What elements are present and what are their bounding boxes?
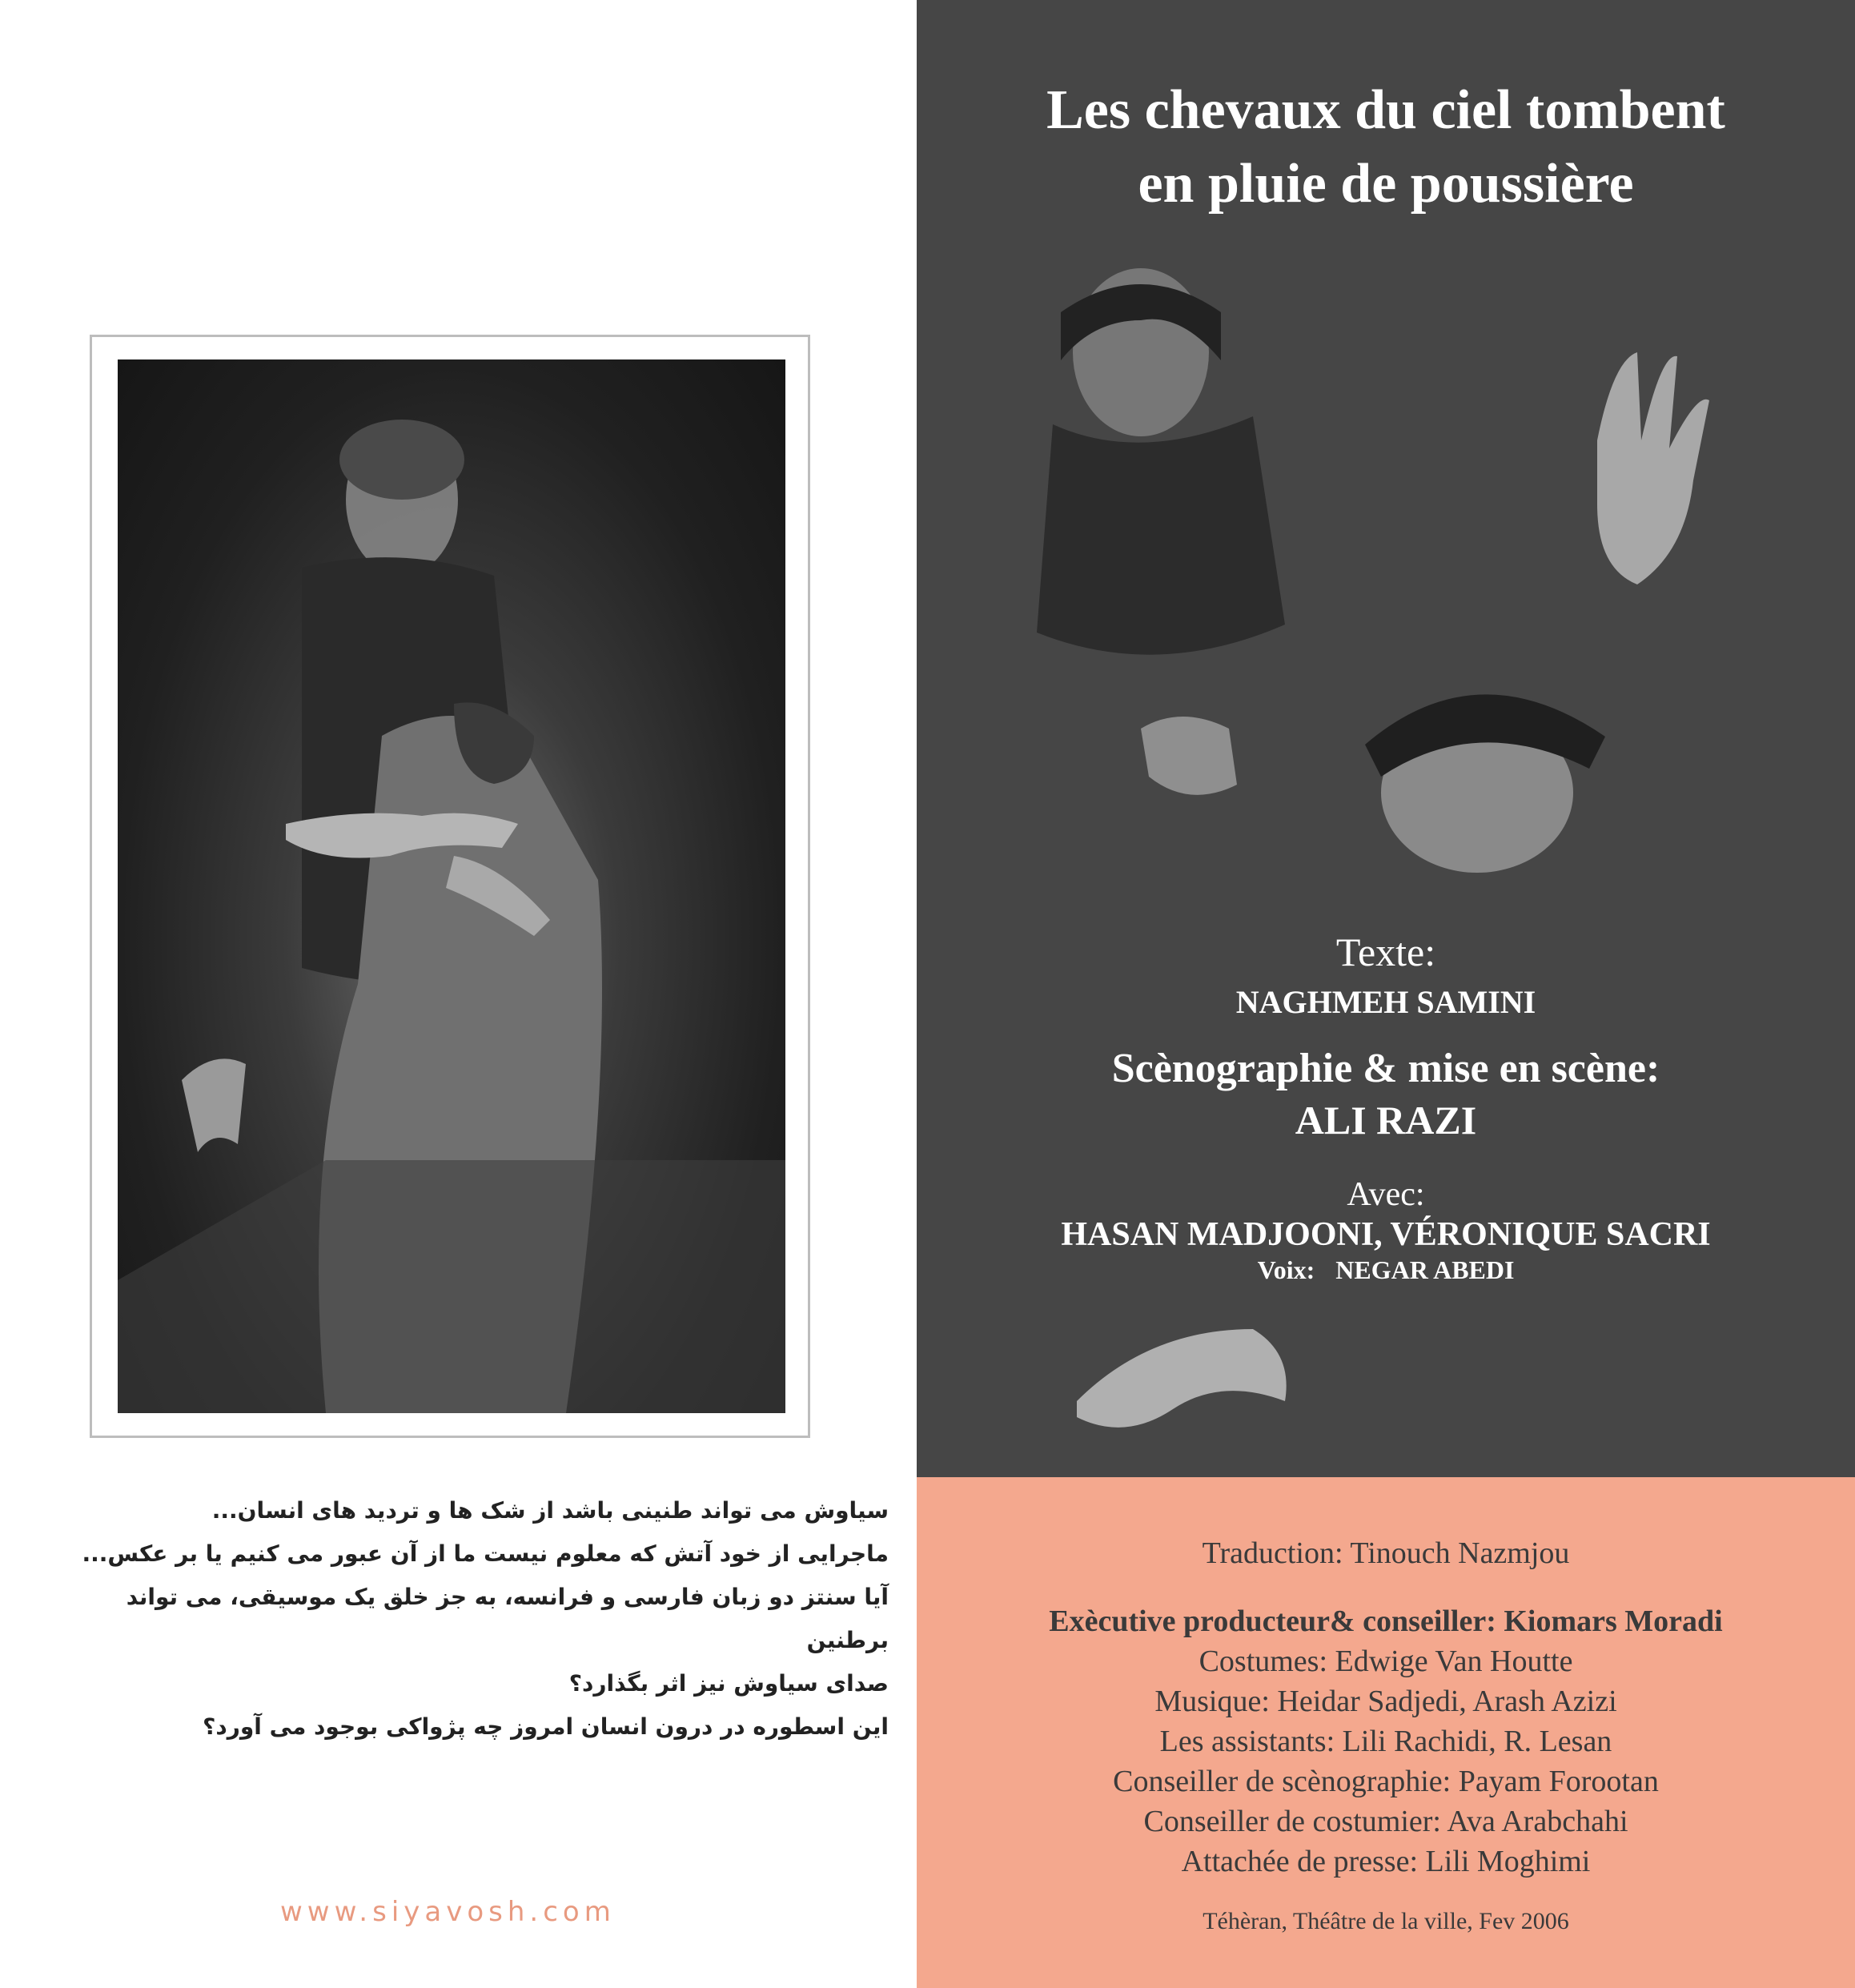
persian-line-3: آیا سنتز دو زبان فارسی و فرانسه، به جز خلق یک موسیقی، می تواند برطنین — [126, 1584, 889, 1653]
performers-photo — [118, 359, 785, 1413]
scenography-advisor-credit: Conseiller de scènographie: Payam Forootan — [1113, 1765, 1659, 1798]
performers-poster-photo — [917, 264, 1855, 1465]
voice-label: Voix: — [1257, 1255, 1315, 1284]
director-name: ALI RAZI — [1295, 1098, 1477, 1143]
music-credit: Musique: Heidar Sadjedi, Arash Azizi — [1154, 1685, 1617, 1718]
persian-description — [48, 1489, 889, 1749]
poster-dark-section — [917, 0, 1855, 1477]
play-title — [917, 74, 1855, 221]
performers-illustration — [118, 359, 785, 1413]
texte-label: Texte: — [1335, 930, 1436, 974]
right-panel — [917, 0, 1855, 1988]
venue-date: Téhèran, Théâtre de la ville, Fev 2006 — [1203, 1908, 1569, 1934]
costumes-credit: Costumes: Edwige Van Houtte — [1199, 1645, 1573, 1678]
left-panel — [0, 0, 917, 1988]
website-link[interactable]: www.siyavosh.com — [280, 1896, 616, 1928]
costume-advisor-credit: Conseiller de costumier: Ava Arabchahi — [1143, 1805, 1628, 1838]
assistants-credit: Les assistants: Lili Rachidi, R. Lesan — [1159, 1725, 1612, 1758]
texte-author: NAGHMEH SAMINI — [1235, 984, 1536, 1020]
cast-label: Avec: — [1347, 1176, 1425, 1213]
persian-line-4: صدای سیاوش نیز اثر بگذارد؟ — [568, 1670, 889, 1697]
scenography-label: Scènographie & mise en scène: — [1111, 1046, 1660, 1091]
title-line-1: Les chevaux du ciel tombent — [1046, 79, 1725, 141]
title-line-2: en pluie de poussière — [1138, 153, 1634, 215]
photo-frame — [90, 335, 810, 1438]
persian-line-5: این اسطوره در درون انسان امروز چه پژواکی بوجود می آورد؟ — [203, 1713, 889, 1740]
translation-credit: Traduction: Tinouch Nazmjou — [1202, 1536, 1570, 1570]
credits-section — [917, 1477, 1855, 1988]
persian-line-2: ماجرایی از خود آتش که معلوم نیست ما از آن عبور می کنیم یا بر عکس... — [82, 1540, 889, 1567]
cast-names: HASAN MADJOONI, VÉRONIQUE SACRI — [1061, 1216, 1711, 1253]
voice-name: NEGAR ABEDI — [1335, 1255, 1515, 1284]
press-attache-credit: Attachée de presse: Lili Moghimi — [1181, 1845, 1591, 1878]
voice-credit — [917, 1255, 1855, 1285]
executive-producer-credit: Exècutive producteur& conseiller: Kiomars Moradi — [1049, 1604, 1723, 1638]
persian-line-1: سیاوش می تواند طنینی باشد از شک ها و تردید های انسان... — [211, 1497, 889, 1524]
